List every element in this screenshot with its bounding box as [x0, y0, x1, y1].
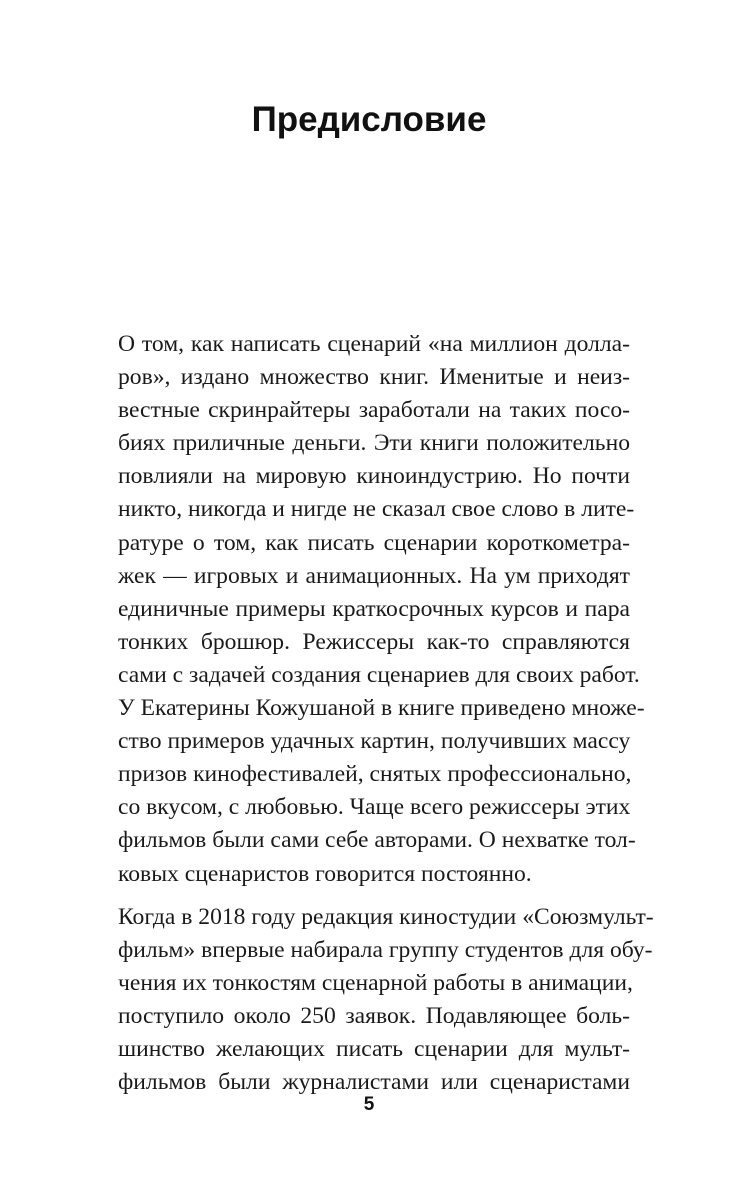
text-line: призов кинофестивалей, снятых профессионально,	[118, 761, 632, 788]
text-line: фильмов были сами себе авторами. О нехватке тол-	[118, 827, 636, 854]
chapter-title: Предисловие	[251, 100, 487, 139]
text-line: никто, никогда и нигде не сказал свое слово в лите-	[118, 496, 635, 523]
text-line: биях приличные деньги. Эти книги положительно	[118, 430, 630, 457]
text-line: Когда в 2018 году редакция киностудии «Союзмульт-	[118, 903, 654, 930]
text-line: вестные скринрайтеры заработали на таких посо-	[118, 397, 630, 424]
body-text	[118, 328, 654, 1099]
text-line: ров», издано множество книг. Именитые и неиз-	[118, 364, 630, 391]
text-line: поступило около 250 заявок. Подавляющее боль-	[118, 1002, 630, 1029]
page-number: 5	[363, 1094, 375, 1115]
text-line: фильмов были журналистами или сценаристами	[118, 1069, 630, 1096]
text-line: У Екатерины Кожушаной в книге приведено множе-	[118, 695, 645, 722]
text-line: единичные примеры краткосрочных курсов и пара	[118, 595, 630, 622]
text-line: сами с задачей создания сценариев для своих работ.	[118, 661, 640, 688]
text-line: ратуре о том, как писать сценарии короткометра-	[118, 529, 630, 556]
text-line: тонких брошюр. Режиссеры как-то справляются	[118, 628, 630, 655]
paragraph-1	[118, 328, 645, 891]
text-line: ство примеров удачных картин, получивших массу	[118, 728, 631, 755]
text-line: шинство желающих писать сценарии для мульт-	[118, 1035, 630, 1062]
text-line: О том, как написать сценарий «на миллион долла-	[118, 331, 630, 357]
text-line: повлияли на мировую киноиндустрию. Но почти	[118, 463, 630, 490]
text-line: чения их тонкостям сценарной работы в анимации,	[118, 969, 633, 996]
text-line: фильм» впервые набирала группу студентов для обу-	[118, 936, 653, 963]
paragraph-2	[118, 901, 654, 1100]
text-line: жек — игровых и анимационных. На ум приходят	[118, 562, 630, 589]
text-line: ковых сценаристов говорится постоянно.	[118, 860, 532, 887]
text-line: со вкусом, с любовью. Чаще всего режиссеры этих	[118, 794, 631, 821]
